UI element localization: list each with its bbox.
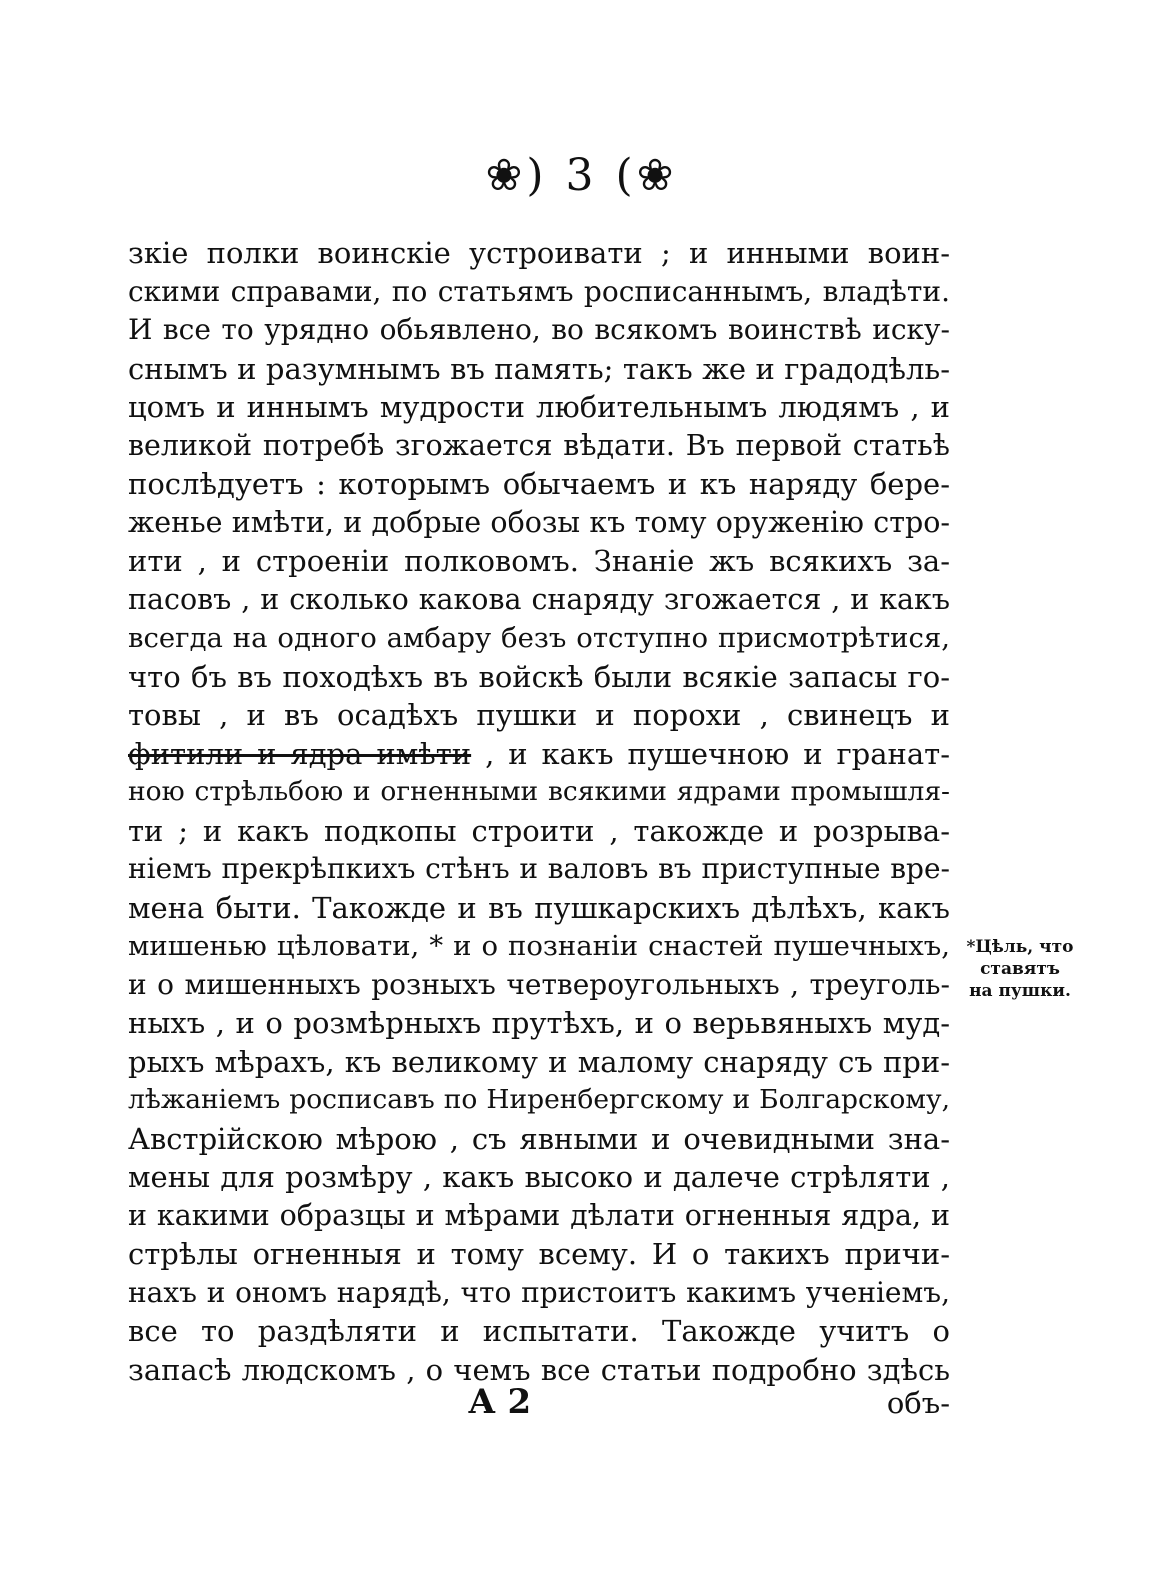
text-line: что бъ въ походѣхъ въ войскѣ были всякіе запасы го- (128, 659, 950, 694)
catchword: объ- (886, 1386, 950, 1420)
text-line: ти ; и какъ подкопы строити , такожде и розрыва- (128, 813, 950, 848)
text-line-struck (128, 735, 950, 774)
text-line: ныхъ , и о розмѣрныхъ прутѣхъ, и о верьвяныхъ муд- (128, 1006, 950, 1040)
text-line: все то раздѣляти и испытати. Такожде учитъ о (128, 1314, 950, 1348)
text-line: великой потребѣ згожается вѣдати. Въ первой статьѣ (128, 428, 950, 462)
text-line: товы , и въ осадѣхъ пушки и порохи , свинецъ и (128, 698, 950, 732)
text-line: И все то урядно обьявлено, во всякомъ воинствѣ иску- (128, 313, 950, 346)
text-line: мена быти. Такожде и въ пушкарскихъ дѣлѣхъ, какъ (128, 890, 950, 925)
text-line: и какими образцы и мѣрами дѣлати огненныя ядра, и (128, 1198, 950, 1232)
text-line: нахъ и ономъ нарядѣ, что пристоитъ какимъ ученіемъ, (128, 1275, 950, 1309)
margin-note (955, 936, 1085, 1002)
text-line: запасѣ людскомъ , о чемъ все статьи подробно здѣсь (128, 1352, 950, 1387)
struck-line-rest: , и какъ пушечною и гранат- (471, 736, 950, 771)
text-line: Австрійскою мѣрою , съ явными и очевидными зна- (128, 1121, 950, 1156)
text-line: цомъ и иннымъ мудрости любительнымъ людямъ , и (128, 390, 950, 424)
text-line: снымъ и разумнымъ въ память; такъ же и градодѣль- (128, 351, 950, 386)
text-line: мены для розмѣру , какъ высоко и далече стрѣляти , (128, 1160, 950, 1194)
page-footer (128, 1382, 950, 1426)
margin-note-line: на пушки. (969, 981, 1071, 1001)
text-line: женье имѣти, и добрые обозы къ тому оруженію стро- (128, 505, 950, 539)
text-line: послѣдуетъ : которымъ обычаемъ и къ наряду бере- (128, 467, 950, 501)
text-line: скими справами, по статьямъ росписаннымъ, владѣти. (128, 274, 950, 308)
margin-note-line: ставятъ (980, 959, 1060, 979)
text-line: мишенью цѣловати, * и о познаніи снастей пушечныхъ, (128, 930, 950, 962)
text-line: ити , и строеніи полковомъ. Знаніе жъ всякихъ за- (128, 544, 950, 578)
text-line: и о мишенныхъ розныхъ четвероугольныхъ , треуголь- (128, 967, 950, 1001)
struck-text: фитили и ядра имѣти (128, 736, 472, 771)
text-line: ніемъ прекрѣпкихъ стѣнъ и валовъ въ приступные вре- (128, 852, 950, 885)
text-line: лѣжаніемъ росписавъ по Ниренбергскому и Болгарскому, (128, 1084, 950, 1115)
text-line: всегда на одного амбару безъ отступно присмотрѣтися, (128, 622, 950, 654)
page-number: ❀) 3 (❀ (485, 150, 678, 201)
text-line: ною стрѣльбою и огненными всякими ядрами промышля- (128, 776, 950, 807)
margin-note-line: *Цѣль, что (966, 937, 1074, 957)
text-line: пасовъ , и сколько какова снаряду згожается , и какъ (128, 582, 950, 616)
text-line: рыхъ мѣрахъ, къ великому и малому снаряду съ при- (128, 1044, 950, 1079)
signature-mark: А 2 (468, 1382, 532, 1422)
body-text (128, 234, 950, 1389)
text-line: стрѣлы огненныя и тому всему. И о такихъ причи- (128, 1237, 950, 1271)
text-line: зкіе полки воинскіе устроивати ; и инными воин- (128, 236, 950, 270)
